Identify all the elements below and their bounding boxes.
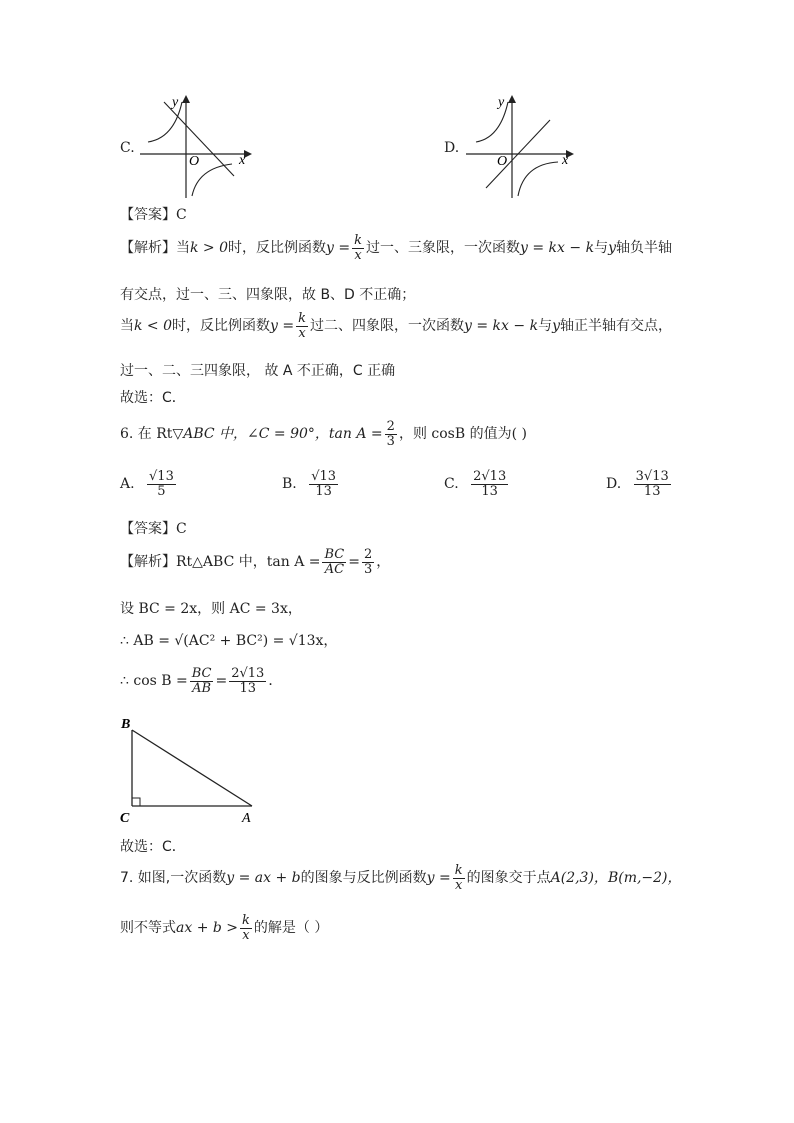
right-triangle-diagram bbox=[115, 712, 265, 827]
origin-label: O bbox=[497, 154, 508, 169]
q6-analysis-line1: 【解析】Rt△ABC 中，tan A = $\frac{BC}{AC}$ = $\frac{2}{3}$ ， bbox=[120, 547, 391, 577]
q5-conclusion: 故选：C． bbox=[120, 390, 186, 406]
fraction-two-thirds: $\frac{2}{3}$ bbox=[386, 419, 395, 449]
fraction-k-over-x: $\frac{k}{x}$ bbox=[354, 233, 363, 263]
q5-analysis-line3: 当k < 0时，反比例函数y = $\frac{k}{x}$ 过二、四象限，一次函数y = kx − k与y轴正半轴有交点， bbox=[120, 311, 672, 341]
q6-analysis-line2: 设 BC = 2x，则 AC = 3x， bbox=[120, 601, 302, 617]
fraction-k-over-x: $\frac{k}{x}$ bbox=[298, 311, 307, 341]
q6-option-c: C. $\frac{2√13}{13}$ bbox=[444, 469, 507, 499]
q5-analysis-line2: 有交点，过一、三、四象限，故 B、D 不正确； bbox=[120, 287, 416, 303]
q6-answer: 【答案】C bbox=[120, 521, 187, 537]
q5-analysis-line4: 过一、二、三四象限， 故 A 不正确，C 正确 bbox=[120, 363, 396, 379]
option-d-graph bbox=[462, 92, 582, 202]
axis-x-label: x bbox=[562, 153, 569, 168]
q6-conclusion: 故选：C． bbox=[120, 839, 186, 855]
option-c-graph bbox=[136, 92, 256, 202]
option-c-label: C. bbox=[120, 140, 135, 156]
q5-analysis-line1: 【解析】当k > 0时，反比例函数y = $\frac{k}{x}$ 过一、三象限，一次函数y = kx − k与y轴负半轴 bbox=[120, 233, 672, 263]
triangle-symbol: ▽ bbox=[172, 426, 184, 443]
vertex-a-label: A bbox=[242, 811, 251, 826]
q7-line1: 7. 如图,一次函数y = ax + b的图象与反比例函数y = $\frac{k}{x}$ 的图象交于点A(2,3)，B(m,−2)， bbox=[120, 863, 682, 893]
q5-answer: 【答案】C bbox=[120, 207, 187, 223]
q6-analysis-line4: ∴ cos B = $\frac{BC}{AB}$ = $\frac{2√13}{13}$ ． bbox=[120, 666, 283, 696]
axis-x-label: x bbox=[239, 153, 246, 168]
axis-y-label: y bbox=[498, 95, 505, 110]
q6-option-a: A. $\frac{√13}{5}$ bbox=[120, 469, 174, 499]
q6-option-b: B. $\frac{√13}{13}$ bbox=[282, 469, 337, 499]
q7-line2: 则不等式ax + b > $\frac{k}{x}$ 的解是（ ） bbox=[120, 913, 329, 943]
q6-option-d: D. $\frac{3√13}{13}$ bbox=[606, 469, 669, 499]
q6-analysis-line3: ∴ AB = √(AC² + BC²) = √13x， bbox=[120, 633, 338, 649]
origin-label: O bbox=[189, 154, 200, 169]
axis-y-label: y bbox=[172, 95, 179, 110]
option-d-label: D. bbox=[444, 140, 460, 156]
vertex-b-label: B bbox=[121, 717, 131, 732]
q6-stem: 6. 在 Rt▽ABC 中，∠C = 90°，tan A = $\frac{2}{3}$ ，则 cosB 的值为( ) bbox=[120, 419, 527, 449]
vertex-c-label: C bbox=[120, 811, 130, 826]
